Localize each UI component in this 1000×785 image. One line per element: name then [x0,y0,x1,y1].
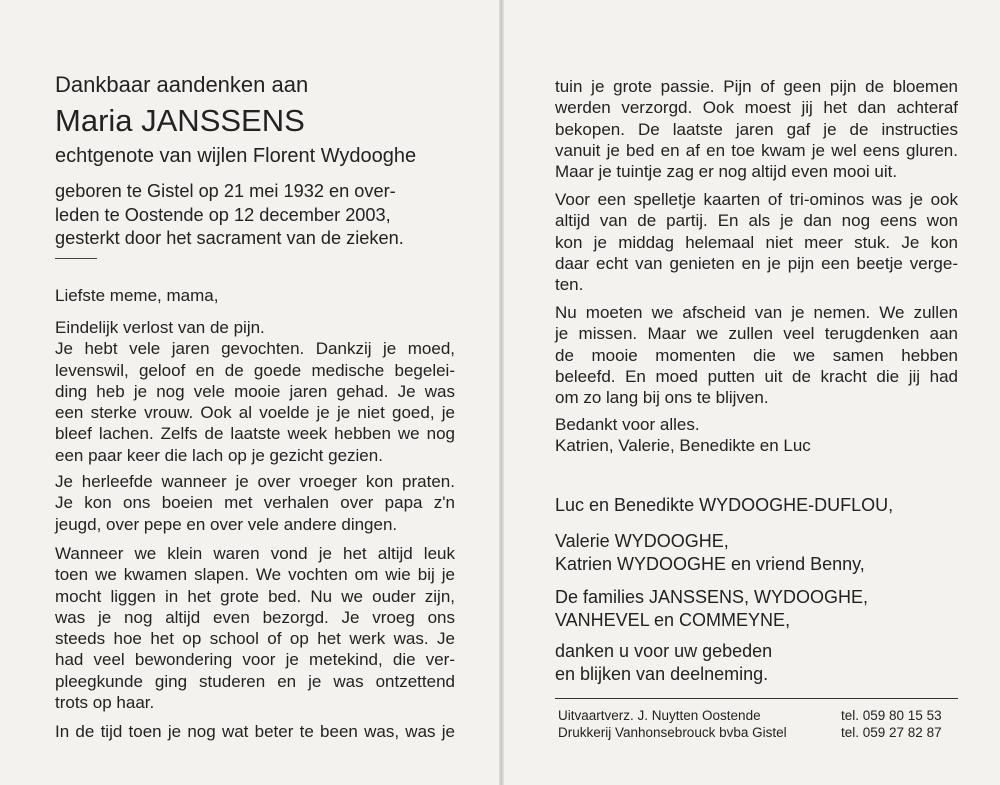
spouse-line: echtgenote van wijlen Florent Wydooghe [55,145,417,167]
text-line: Voor een spelletje kaarten of tri-ominos was je ook [555,190,958,209]
separator-dash [55,258,97,259]
thanks-line: danken u voor uw gebeden [555,641,773,661]
text-line: In de tijd toen je nog wat beter te been was, was je [55,722,455,741]
funeral-phone: tel. 059 80 15 53 [841,708,942,723]
text-line: Nu moeten we afscheid van je nemen. We zullen [555,303,958,322]
funeral-home: Uitvaartverz. J. Nuytten Oostende [558,708,761,723]
text-line: Wanneer we klein waren vond je het altijd leuk [55,544,455,563]
text-line: steeds hoe het op school of op het werk was. Je [55,629,455,649]
text-line: Maar je tuintje zag er nog altijd even mooi uit. [555,162,898,182]
salutation-text: Liefste meme, mama, [55,286,219,305]
printer-phone: tel. 059 27 82 87 [841,725,942,740]
text-line: om zo lang bij ons te blijven. [555,388,769,408]
text-line: had veel bewondering voor je metekind, die ver- [55,650,455,670]
text-line: ding heb je nog vele mooie jaren gehad. Je was [55,381,455,401]
text-line: bleef lachen. Zelfs de laatste week hebben we nog [55,424,455,444]
text-line: beleefd. En moed putten uit de kracht die jij had [555,366,958,386]
text-line: altijd van de partij. En als je dan nog eens won [555,211,958,231]
paragraph-1 [55,317,455,466]
deceased-name: Maria JANSSENS [55,103,305,138]
text-line: tuin je grote passie. Pijn of geen pijn de bloemen [555,77,958,96]
text-line: was je nog altijd even bezorgd. Je vroeg ons [55,607,455,627]
paragraph-3 [55,543,455,713]
text-line: levenswil, geloof en de goede medische begelei- [55,360,455,380]
family-line: Luc en Benedikte WYDOOGHE-DUFLOU, [555,495,894,515]
text-line: mocht liggen in het grote bed. Nu we ouder zijn, [55,586,455,606]
intro-line: Dankbaar aandenken aan [55,72,309,97]
text-line: werden verzorgd. Ook moest jij het dan achteraf [555,98,958,118]
salutation [55,285,455,306]
birth-line: gesterkt door het sacrament van de zieken. [55,228,404,248]
text-line: ten. [555,275,584,295]
text-line: je missen. Maar we zullen veel terugdenken aan [555,324,958,344]
text-line: Je kon ons boeien met verhalen over papa z'n [55,493,455,513]
text-line: een paar keer die lach op je gezicht gezien. [55,445,383,465]
text-line: Je herleefde wanneer je over vroeger kon praten. [55,472,455,491]
text-line: bekopen. De laatste jaren gaf je de instructies [555,119,958,139]
thanks-line: en blijken van deelneming. [555,664,769,684]
family-line: Katrien WYDOOGHE en vriend Benny, [555,554,865,574]
closing-line: Bedankt voor alles. [555,415,700,434]
paragraph-5 [555,76,958,182]
closing [555,414,958,457]
text-line: jeugd, over pepe en over vele andere dingen. [55,514,398,534]
text-line: Je hebt vele jaren gevochten. Dankzij je moed, [55,339,455,359]
family-line: VANHEVEL en COMMEYNE, [555,610,791,630]
closing-signature: Katrien, Valerie, Benedikte en Luc [555,436,811,456]
paragraph-4 [55,721,455,742]
paragraph-2 [55,471,455,535]
text-line: vanuit je bed en af en toe kwam je wel eens gluren. [555,140,958,160]
text-line: toen we kwamen slapen. We vochten om wie bij je [55,565,455,585]
card-fold [499,0,504,785]
text-line: Eindelijk verlost van de pijn. [55,318,265,337]
birth-line: leden te Oostende op 12 december 2003, [55,204,391,225]
text-line: de mooie momenten die we samen hebben [555,345,958,365]
footer-rule [555,698,958,699]
paragraph-6 [555,189,958,295]
family-line: Valerie WYDOOGHE, [555,531,729,551]
text-line: kon je middag helemaal niet meer stuk. Je kon [555,232,958,252]
text-line: trots op haar. [55,693,155,713]
printer: Drukkerij Vanhonsebrouck bvba Gistel [558,725,787,740]
birth-line: geboren te Gistel op 21 mei 1932 en over- [55,181,396,201]
text-line: pleegkunde ging studeren en je was ontzettend [55,671,455,691]
birth-death-block [55,180,404,251]
text-line: een sterke vrouw. Ook al voelde je je niet goed, je [55,403,455,423]
paragraph-7 [555,302,958,408]
family-line: De families JANSSENS, WYDOOGHE, [555,587,869,607]
text-line: daar echt van genieten en je pijn een beetje verge- [555,253,958,273]
